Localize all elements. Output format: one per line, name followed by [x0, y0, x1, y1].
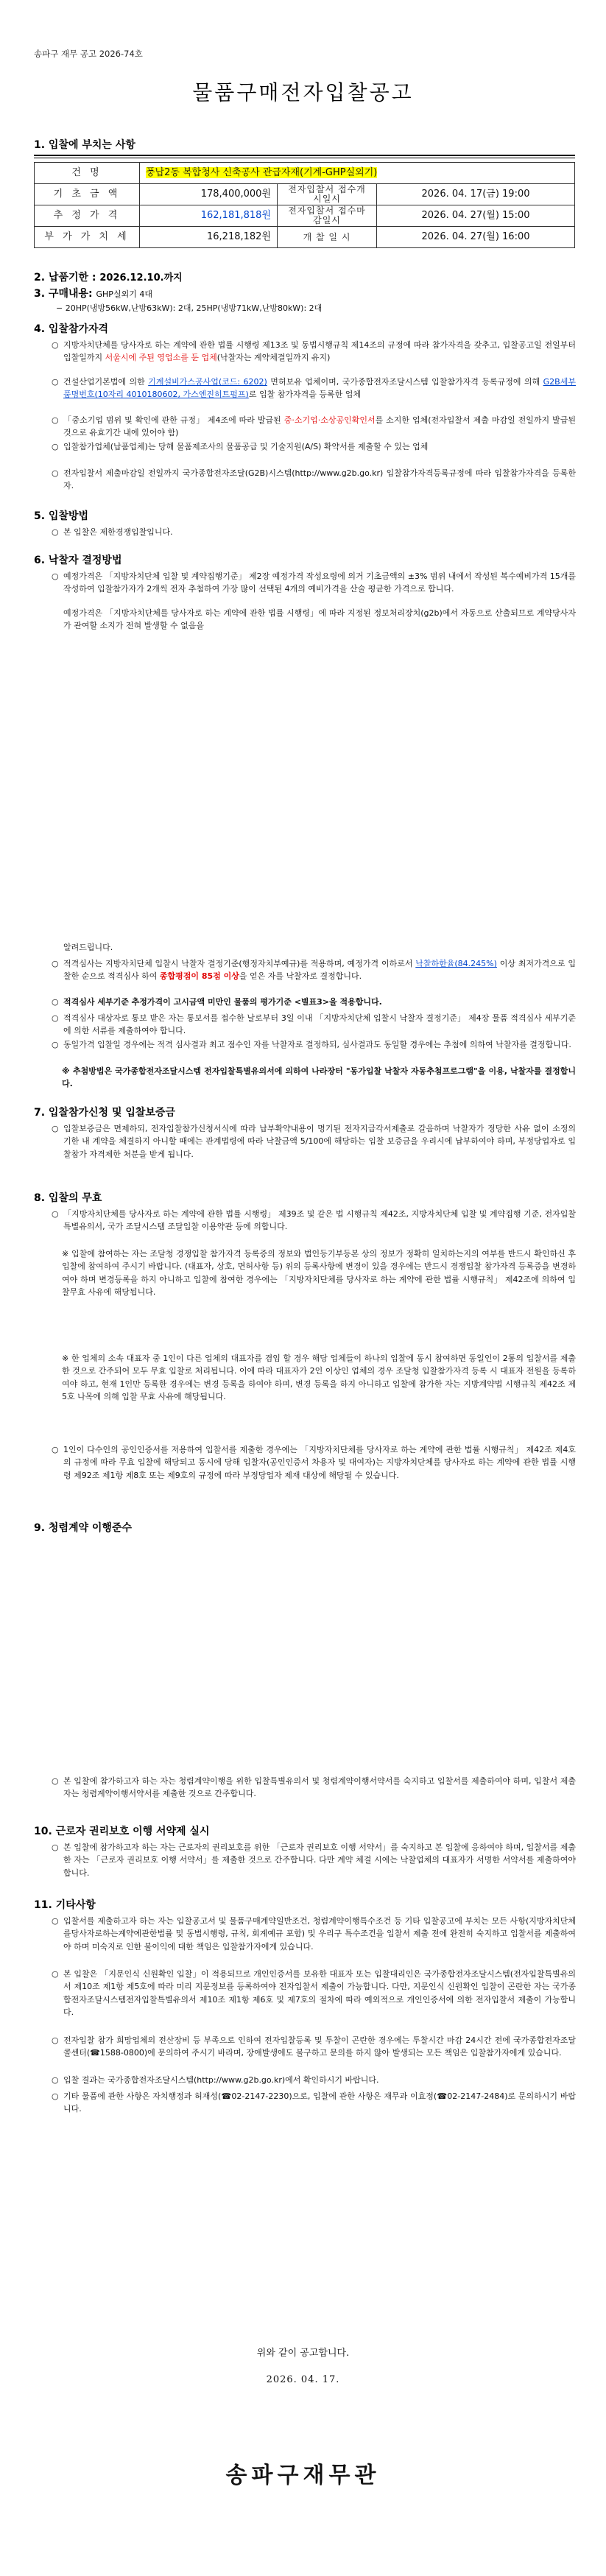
invalid-note-2: ※ 한 업체의 소속 대표자 중 1인이 다른 업체의 대표자를 겸임 할 경우 해당 업체들이 하나의 입찰에 동시 참여하면 동일인이 2통의 입찰서를 제출한 것으로 간주되어 모두 무효 입찰로 처리됩니다. 이에 따라 대표자가 2인 이상인 업체의 경우 조달청 입찰참가자격 등록 시 대표자 전원을 등록하여야 하고, 현재 1인만 등록한 경우에는 변경 등록을 하여야 하며, 변경 등록을 하지 아니하고 입찰에 참가한 자는 지방계약법 시행규칙 제42조 제5호 나목에 의해 입찰 무효 사유에 해당됩니다. [62, 1354, 576, 1402]
bid-method-item: ○ 본 입찰은 제한경쟁입찰입니다. [52, 527, 173, 537]
estimated-price-label: 추 정 가 격 [35, 205, 140, 227]
section-3-heading: 3. 구매내용: GHP실외기 4대 [34, 288, 152, 300]
page-title: 물품구매전자입찰공고 [192, 80, 414, 105]
purchase-content: GHP실외기 4대 [96, 289, 152, 299]
section-9-heading: 9. 청렴계약 이행준수 [34, 1522, 132, 1534]
award-item-1: ○ 예정가격은 「지방자치단체 입찰 및 계약집행기준」 제2장 예정가격 작성요령에 의거 기초금액의 ±3% 범위 내에서 작성된 복수예비가격 15개를 작성하여 입찰참가자가 2개씩 전자 추첨하여 가장 많이 선택된 4개의 예비가격을 산술 평균한 가격으로 합니다. [52, 571, 576, 594]
bid-summary-table [34, 162, 575, 248]
misc-item-4: ○ 입찰 결과는 국가종합전자조달시스템(http://www.g2b.go.kr)에서 확인하시기 바랍니다. [52, 2075, 379, 2085]
notice-number: 송파구 재무 공고 2026-74호 [34, 49, 143, 59]
award-item-2: 예정가격은 「지방자치단체를 당사자로 하는 계약에 관한 법률 시행령」에 따라 지정된 정보처리장치(g2b)에서 자동으로 산출되므로 계약당사자가 관여할 소지가 전혀 발생할 수 없음을 [63, 608, 576, 631]
misc-item-2: ○ 본 입찰은 「지문인식 신원확인 입찰」이 적용되므로 개인인증서를 보유한 대표자 또는 입찰대리인은 국가종합전자조달시스템(전자입찰특별유의서 제10조 제1항 제5호에 따라 미리 지문정보를 등록하여야 전자입찰서 제출이 가능합니다. 다만, 지문인식 신원확인 입찰이 곤란한 자는 국가종합전자조달시스템전자입찰특별유의서 제10조 제1항 제6호 및 제7호의 절차에 따라 예외적으로 개인인증서에 의한 전자입찰서 제출이 가능합니다. [52, 1969, 576, 2018]
item-name-label: 건 명 [35, 163, 140, 184]
item-name-value: 풍납2동 복합청사 신축공사 관급자재(기계-GHP실외기) [146, 166, 378, 178]
qualification-item-5: ○ 전자입찰서 제출마감일 전일까지 국가종합전자조달(G2B)시스템(http://www.g2b.go.kr) 입찰참가자격등록규정에 따라 입찰참가자격을 등록한 자. [52, 468, 576, 491]
closing-text: 위와 같이 공고합니다. [256, 2348, 350, 2359]
award-item-3: ○ 적격심사는 지방자치단체 입찰시 낙찰자 결정기준(행정자치부예규)를 적용하며, 예정가격 이하로서 낙찰하한율(84.245%) 이상 최저가격으로 입찰한 순으로 적격심사 하여 종합평점이 85점 이상을 얻은 자를 낙찰자로 결정합니다. [52, 959, 576, 982]
estimated-price-value: 162,181,818원 [140, 205, 278, 227]
section-10-heading: 10. 근로자 권리보호 이행 서약제 실시 [34, 1826, 210, 1837]
invalid-item-1: ○ 「지방자치단체를 당사자로 하는 계약에 관한 법률 시행령」 제39조 및 같은 법 시행규칙 제42조, 지방자치단체 입찰 및 계약집행 기준, 전자입찰 특별유의서, 국가 조달시스템 조달입찰 이용약관 등에 의합니다. [52, 1209, 576, 1232]
qualification-item-4: ○ 입찰참가업체(납품업체)는 당해 물품제조사의 물품공급 및 기술지원(A/S) 확약서를 제출할 수 있는 업체 [52, 442, 429, 451]
award-item-2-end: 알려드립니다. [63, 943, 113, 952]
misc-item-5: ○ 기타 물품에 관한 사항은 자치행정과 허재성(☎02-2147-2230)으로, 입찰에 관한 사항은 재무과 이효정(☎02-2147-2484)로 문의하시기 바랍니다. [52, 2091, 576, 2114]
purchase-detail: − 20HP(냉방56kW,난방63kW): 2대, 25HP(냉방71kW,난방80kW): 2대 [56, 303, 323, 313]
award-item-4: ○ 적격심사 세부기준 추정가격이 고시금액 미만인 물품의 평가기준 <별표3>을 적용합니다. [52, 997, 382, 1007]
worker-rights-item: ○ 본 입찰에 참가하고자 하는 자는 근로자의 권리보호를 위한 「근로자 권리보호 이행 서약서」를 숙지하고 본 입찰에 응하여야 하며, 입찰서를 제출한 자는 「근로자 권리보호 이행 서약서」를 제출한 것으로 간주합니다. 다만 계약 체결 시에는 낙찰업체의 대표자가 서명한 서약서를 제출하여야 합니다. [52, 1843, 576, 1878]
section-8-heading: 8. 입찰의 무효 [34, 1192, 102, 1204]
section-11-heading: 11. 기타사항 [34, 1899, 96, 1911]
delivery-deadline: 2026.12.10.까지 [99, 272, 183, 284]
base-amount-label: 기 초 금 액 [35, 184, 140, 205]
misc-item-3: ○ 전자입찰 참가 희망업체의 전산장비 등 부족으로 인하여 전자입찰등록 및 투찰이 곤란한 경우에는 투찰시간 마감 24시간 전에 국가종합전자조달 콜센터(☎1588-0800)에 문의하여 주시기 바라며, 장애발생에도 불구하고 문의를 하지 않아 발생되는 모든 책임은 입찰참가자에게 있습니다. [52, 2035, 576, 2058]
qualification-item-2: ○ 건설산업기본법에 의한 기계설비가스공사업(코드: 6202) 면허보유 업체이며, 국가종합전자조달시스템 입찰참가자격 등록규정에 의해 G2B세부품명번호(10자리 4010180602, 가스엔진히트펌프)로 입찰 참가자격을 등록한 업체 [52, 377, 576, 400]
section-divider [34, 155, 575, 158]
section-2-heading: 2. 납품기한 : 2026.12.10.까지 [34, 272, 183, 284]
section-4-heading: 4. 입찰참가자격 [34, 323, 109, 335]
award-item-5: ○ 적격심사 대상자로 통보 받은 자는 통보서를 접수한 날로부터 3일 이내 「지방자치단체 입찰시 낙찰자 결정기준」 제4장 물품 적격심사 세부기준에 의한 서류를 제출하여야 합니다. [52, 1013, 576, 1036]
section-6-heading: 6. 낙찰자 결정방법 [34, 555, 122, 566]
award-item-6: ○ 동일가격 입찰일 경우에는 적격 심사결과 최고 점수인 자를 낙찰자로 결정하되, 심사결과도 동일할 경우에는 추첨에 의하여 낙찰자를 결정합니다. [52, 1040, 571, 1049]
section-7-heading: 7. 입찰참가신청 및 입찰보증금 [34, 1107, 175, 1119]
invalid-note-1: ※ 입찰에 참여하는 자는 조달청 경쟁입찰 참가자격 등록증의 정보와 법인등기부등본 상의 정보가 정확히 일치하는지의 여부를 반드시 확인하신 후 입찰에 참여하여 주시기 바랍니다. (대표자, 상호, 면허사항 등) 위의 등록사항에 변경이 있을 경우에는 반드시 경쟁입찰 참가자격 등록증을 변경하여야 하며 변경등록을 하지 아니하고 입찰에 참여한 경우에는 「지방자치단체를 당사자로 하는 계약에 관한 법률 시행규칙」 제42조에 의하여 입찰무효 사유에 해당됩니다. [62, 1249, 576, 1298]
opening-value: 2026. 04. 27(월) 16:00 [377, 227, 575, 248]
bid-end-label: 전자입찰서 접수마감일시 [278, 205, 377, 227]
closing-date: 2026. 04. 17. [266, 2374, 340, 2385]
base-amount-value: 178,400,000원 [140, 184, 278, 205]
issuing-office: 송파구재무관 [225, 2463, 381, 2488]
lower-limit-rate: 낙찰하한율(84.245%) [415, 959, 497, 968]
invalid-item-2: ○ 1인이 다수인의 공인인증서를 저용하여 입찰서를 제출한 경우에는 「지방자치단체를 당사자로 하는 계약에 관한 법률 시행규칙」 제42조 제4호의 규정에 따라 무효 입찰에 해당되고 동시에 당해 입찰자(공인인증서 차용자 및 대여자)는 지방자치단체를 당사자로 하는 계약에 관한 법률 시행령 제92조 제1항 제8호 또는 제9호의 규정에 따라 부정당업자 제재 대상에 해당될 수 있습니다. [52, 1445, 576, 1480]
deposit-item: ○ 입찰보증금은 면제하되, 전자입찰참가신청서식에 따라 납부확약내용이 명기된 전자지급각서제출로 갈음하며 낙찰자가 정당한 사유 없이 소정의 기한 내 계약을 체결하지 아니할 때에는 관계법령에 따라 낙찰금액 5/100에 해당하는 입찰 보증금을 우리시에 납부하여야 하며, 부정당업자로 입찰참가 자격제한 처분을 받게 됩니다. [52, 1124, 576, 1159]
vat-label: 부 가 가 치 세 [35, 227, 140, 248]
misc-item-1: ○ 입찰서를 제출하고자 하는 자는 입찰공고서 및 물품구매계약일반조건, 청렴계약이행특수조건 등 기타 입찰공고에 부치는 모든 사항(지방자치단체를당사자로하는계약에관한법률 및 동법시행령, 규칙, 회계예규 포함) 및 우리구 특수조건을 입찰서 제출 전에 완전히 숙지하고 입찰서를 제출하여야 하며 미숙지로 인한 불이익에 대한 책임은 입찰참가자에게 있습니다. [52, 1916, 576, 1952]
integrity-item: ○ 본 입찰에 참가하고자 하는 자는 청렴계약이행을 위한 입찰특별유의서 및 청렴계약이행서약서를 숙지하고 입찰서를 제출하여야 하며, 입찰서 제출자는 청렴계약이행서약서를 제출한 것으로 간주합니다. [52, 1776, 576, 1799]
vat-value: 16,218,182원 [140, 227, 278, 248]
bid-start-value: 2026. 04. 17(금) 19:00 [377, 184, 575, 205]
item-name-cell [140, 163, 575, 184]
qualification-item-3: ○ 「중소기업 범위 및 확인에 관한 규정」 제4조에 따라 발급된 중·소기업·소상공인확인서를 소지한 업체(전자입찰서 제출 마감일 전일까지 발급된 것으로 유효기간 내에 있어야 함) [52, 415, 576, 438]
bid-start-label: 전자입찰서 접수개시일시 [278, 184, 377, 205]
section-1-heading: 1. 입찰에 부치는 사항 [34, 139, 135, 151]
score-threshold: 종합평점이 85점 이상 [159, 971, 239, 982]
bid-end-value: 2026. 04. 27(월) 15:00 [377, 205, 575, 227]
opening-label: 개 찰 일 시 [278, 227, 377, 248]
lottery-note: ※ 추첨방법은 국가종합전자조달시스템 전자입찰특별유의서에 의하여 나라장터 "동가입찰 낙찰자 자동추첨프로그램"을 이용, 낙찰자를 결정합니다. [62, 1066, 576, 1089]
qualification-item-1: ○ 지방자치단체를 당사자로 하는 계약에 관한 법률 시행령 제13조 및 동법시행규칙 제14조의 규정에 따라 참가자격을 갖추고, 입찰공고일 전일부터 입찰일까지 서울시에 주된 영업소를 둔 업체(낙찰자는 계약체결일까지 유지) [52, 340, 576, 363]
section-5-heading: 5. 입찰방법 [34, 510, 89, 522]
